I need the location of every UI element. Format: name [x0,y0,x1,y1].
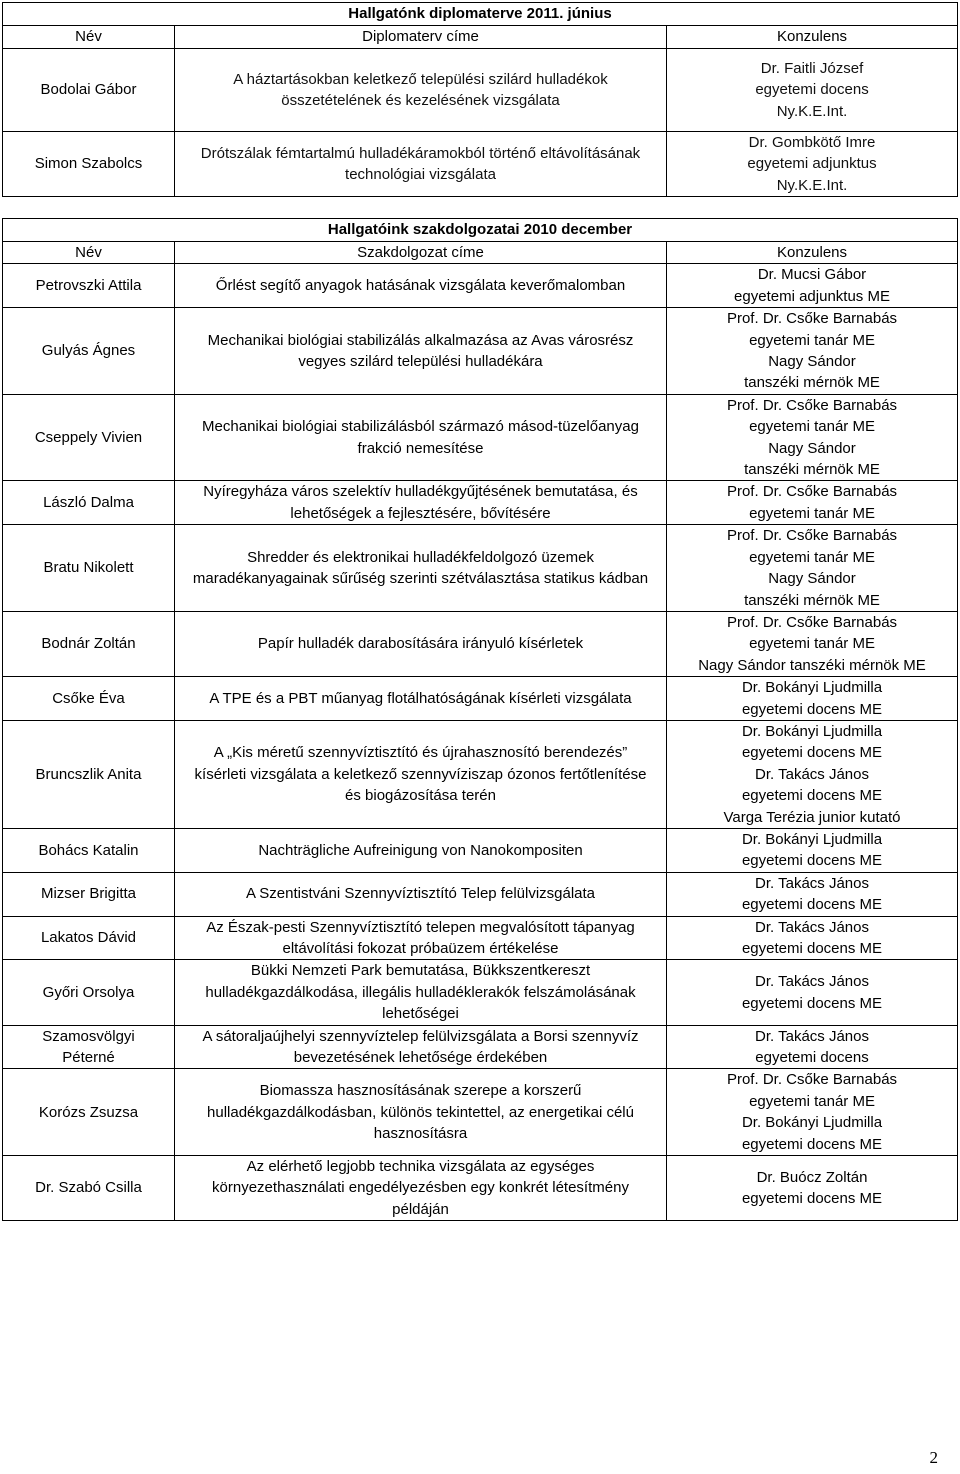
title-line: hulladékgazdálkodása, illegális hulladéklerakók felszámolásának [205,983,636,1001]
consultant-line: Prof. Dr. Csőke Barnabás [726,613,898,631]
consultant-line: tanszéki mérnök ME [744,591,880,609]
title-line: Az elérhető legjobb technika vizsgálata az egységes [246,1158,595,1176]
title-line: bevezetésének lehetősége érdekében [293,1049,548,1067]
name-line: Korózs Zsuzsa [38,1103,139,1121]
cell-name [3,525,175,612]
thesis-caption: Hallgatóink szakdolgozatai 2010 december [3,219,958,242]
name-line: Cseppely Vivien [34,428,143,446]
title-line: környezethasználati engedélyezésben egy konkrét létesítmény [212,1179,629,1197]
diploma-header-consultant: Konzulens [667,26,958,49]
consultant-line: Nagy Sándor tanszéki mérnök ME [698,656,926,674]
consultant-line: Nagy Sándor [768,570,856,588]
diploma-header-title: Diplomaterv címe [175,26,667,49]
consultant-line: egyetemi docens ME [741,1190,883,1208]
name-line: Simon Szabolcs [34,155,143,173]
name-line: Bruncszlik Anita [35,765,142,783]
cell-title [175,1156,667,1221]
table-row [3,720,958,828]
consultant-line: egyetemi docens [755,81,869,99]
consultant-line: egyetemi adjunktus [747,155,877,173]
consultant-line: Dr. Bokányi Ljudmilla [741,1114,883,1132]
consultant-line: Ny.K.E.Int. [776,176,848,194]
consultant-line: Prof. Dr. Csőke Barnabás [726,396,898,414]
diploma-header-name: Név [3,26,175,49]
consultant-line: egyetemi tanár ME [749,548,875,566]
consultant-line: egyetemi tanár ME [749,504,875,522]
consultant-line: egyetemi docens ME [741,700,883,718]
name-line: Lakatos Dávid [40,929,137,947]
name-line: László Dalma [43,494,134,512]
title-line: lehetőségei [382,1005,459,1023]
consultant-line: egyetemi docens ME [741,852,883,870]
consultant-line: Dr. Takács János [755,1027,869,1045]
table-row [3,132,958,197]
thesis-header-consultant: Konzulens [667,242,958,264]
consultant-line: Nagy Sándor [768,353,856,371]
title-line: A TPE és a PBT műanyag flotálhatóságának kísérleti vizsgálata [209,689,632,707]
cell-name [3,872,175,916]
consultant-line: Dr. Mucsi Gábor [757,266,867,284]
consultant-line: Ny.K.E.Int. [776,102,848,120]
consultant-line: Varga Terézia junior kutató [723,808,901,826]
title-line: maradékanyagainak sűrűség szerinti szétválasztása statikus kádban [192,570,649,588]
cell-name [3,308,175,395]
title-line: Nachträgliche Aufreinigung von Nanokompositen [258,841,583,859]
name-line: Bratu Nikolett [43,559,134,577]
cell-name [3,394,175,481]
cell-title [175,720,667,828]
table-row [3,264,958,308]
consultant-line: egyetemi docens ME [741,744,883,762]
consultant-line: egyetemi docens ME [741,1135,883,1153]
table-row [3,872,958,916]
title-line: hasznosításra [373,1124,468,1142]
diploma-caption: Hallgatónk diplomaterve 2011. június [3,3,958,26]
cell-title [175,872,667,916]
cell-name [3,481,175,525]
consultant-line: Dr. Bokányi Ljudmilla [741,679,883,697]
consultant-line: tanszéki mérnök ME [744,374,880,392]
title-line: Az Észak-pesti Szennyvíztisztító telepen megvalósított tápanyag [206,918,635,936]
name-line: Csőke Éva [52,689,125,707]
table-row [3,677,958,721]
cell-title [175,394,667,481]
cell-name [3,264,175,308]
title-line: A „Kis méretű szennyvíztisztító és újrahasznosító berendezés” [213,744,628,762]
cell-consultant [667,677,958,721]
name-line: Péterné [62,1049,115,1067]
title-line: vegyes szilárd települési hulladékára [298,353,543,371]
name-line: Győri Orsolya [42,983,135,1001]
table-row [3,49,958,132]
name-line: Szamosvölgyi [42,1027,135,1045]
cell-consultant [667,828,958,872]
table-row [3,394,958,481]
name-line: Bohács Katalin [38,841,139,859]
cell-consultant [667,611,958,676]
cell-name [3,1025,175,1069]
title-line: Biomassza hasznosításának szerepe a korszerű [259,1082,582,1100]
diploma-table [2,2,958,197]
cell-title [175,481,667,525]
cell-consultant [667,1025,958,1069]
thesis-header-title: Szakdolgozat címe [175,242,667,264]
cell-name [3,720,175,828]
cell-consultant [667,49,958,132]
cell-title [175,611,667,676]
consultant-line: egyetemi docens [755,1049,869,1067]
consultant-line: Prof. Dr. Csőke Barnabás [726,483,898,501]
cell-title [175,264,667,308]
table-row [3,481,958,525]
title-line: eltávolítási fokozat próbaüzem értékelése [282,940,559,957]
consultant-line: Nagy Sándor [768,439,856,457]
consultant-line: egyetemi docens ME [741,787,883,805]
consultant-line: Prof. Dr. Csőke Barnabás [726,310,898,328]
cell-title [175,49,667,132]
consultant-line: Dr. Buócz Zoltán [756,1168,868,1186]
cell-name [3,677,175,721]
title-line: A háztartásokban keletkező települési szilárd hulladékok [233,70,608,88]
name-line: Bodolai Gábor [40,81,137,99]
cell-title [175,916,667,960]
cell-name [3,916,175,960]
title-line: Őrlést segítő anyagok hatásának vizsgálata keverőmalomban [215,277,626,295]
consultant-line: Dr. Takács János [755,765,869,783]
consultant-line: Dr. Faitli József [760,59,864,77]
consultant-line: egyetemi tanár ME [749,331,875,349]
title-line: összetételének és kezelésének vizsgálata [281,92,560,109]
name-line: Bodnár Zoltán [41,635,136,653]
title-line: és biogázosítása terén [345,787,496,805]
title-line: Mechanikai biológiai stabilizálás alkalmazása az Avas városrész [207,331,634,349]
cell-title [175,828,667,872]
cell-consultant [667,308,958,395]
consultant-line: Prof. Dr. Csőke Barnabás [726,527,898,545]
name-line: Gulyás Ágnes [41,342,136,360]
table-row [3,1156,958,1221]
cell-consultant [667,264,958,308]
title-line: példáján [392,1200,449,1218]
name-line: Dr. Szabó Csilla [35,1179,142,1197]
table-row [3,960,958,1025]
consultant-line: Prof. Dr. Csőke Barnabás [726,1071,898,1089]
title-line: technológiai vizsgálata [345,166,496,184]
cell-name [3,1069,175,1156]
title-line: kísérleti vizsgálata a keletkező szennyvíziszap ózonos fertőtlenítése [194,765,647,783]
name-line: Mizser Brigitta [40,885,137,903]
title-line: A Szentistváni Szennyvíztisztító Telep felülvizsgálata [245,885,596,903]
consultant-line: tanszéki mérnök ME [744,461,880,479]
title-line: Mechanikai biológiai stabilizálásból származó másod-tüzelőanyag [202,418,639,436]
consultant-line: Dr. Bokányi Ljudmilla [741,830,883,848]
cell-consultant [667,1069,958,1156]
cell-title [175,525,667,612]
cell-consultant [667,481,958,525]
table-row [3,525,958,612]
title-line: Bükki Nemzeti Park bemutatása, Bükkszentkereszt [250,962,591,980]
consultant-line: egyetemi adjunktus ME [734,287,890,305]
cell-title [175,1025,667,1069]
title-line: A sátoraljaújhelyi szennyvíztelep felülvizsgálata a Borsi szennyvíz [202,1027,639,1045]
cell-consultant [667,960,958,1025]
cell-title [175,308,667,395]
table-row [3,916,958,960]
thesis-table [2,218,958,1221]
title-line: hulladékgazdálkodásban, különös tekintettel, az energetikai célú [207,1103,634,1121]
consultant-line: egyetemi docens ME [741,994,883,1012]
consultant-line: egyetemi tanár ME [749,635,875,653]
cell-title [175,677,667,721]
title-line: Papír hulladék darabosítására irányuló kísérletek [257,635,584,653]
table-row [3,828,958,872]
cell-consultant [667,1156,958,1221]
cell-consultant [667,525,958,612]
cell-consultant [667,720,958,828]
cell-name [3,1156,175,1221]
cell-name [3,828,175,872]
cell-name [3,132,175,197]
cell-title [175,960,667,1025]
title-line: frakció nemesítése [357,439,484,457]
table-row [3,308,958,395]
title-line: lehetőségek a fejlesztésére, bővítésére [290,504,551,522]
thesis-header-name: Név [3,242,175,264]
consultant-line: egyetemi docens ME [741,940,883,957]
consultant-line: Dr. Takács János [755,918,869,936]
cell-name [3,960,175,1025]
cell-name [3,49,175,132]
title-line: Shredder és elektronikai hulladékfeldolgozó üzemek [247,548,594,566]
table-row [3,611,958,676]
consultant-line: Dr. Takács János [755,874,869,892]
cell-title [175,132,667,197]
consultant-line: egyetemi docens ME [741,896,883,914]
consultant-line: Dr. Takács János [755,973,869,991]
cell-consultant [667,394,958,481]
consultant-line: Dr. Gombkötő Imre [748,134,876,151]
page-number: 2 [929,1448,938,1467]
consultant-line: egyetemi tanár ME [749,1092,875,1110]
consultant-line: Dr. Bokányi Ljudmilla [741,722,883,740]
cell-name [3,611,175,676]
name-line: Petrovszki Attila [35,277,142,295]
cell-consultant [667,132,958,197]
cell-consultant [667,872,958,916]
title-line: Nyíregyháza város szelektív hulladékgyűjtésének bemutatása, és [203,483,638,501]
title-line: Drótszálak fémtartalmú hulladékáramokból történő eltávolításának [200,144,641,162]
consultant-line: egyetemi tanár ME [749,418,875,436]
cell-consultant [667,916,958,960]
table-row [3,1025,958,1069]
cell-title [175,1069,667,1156]
table-row [3,1069,958,1156]
